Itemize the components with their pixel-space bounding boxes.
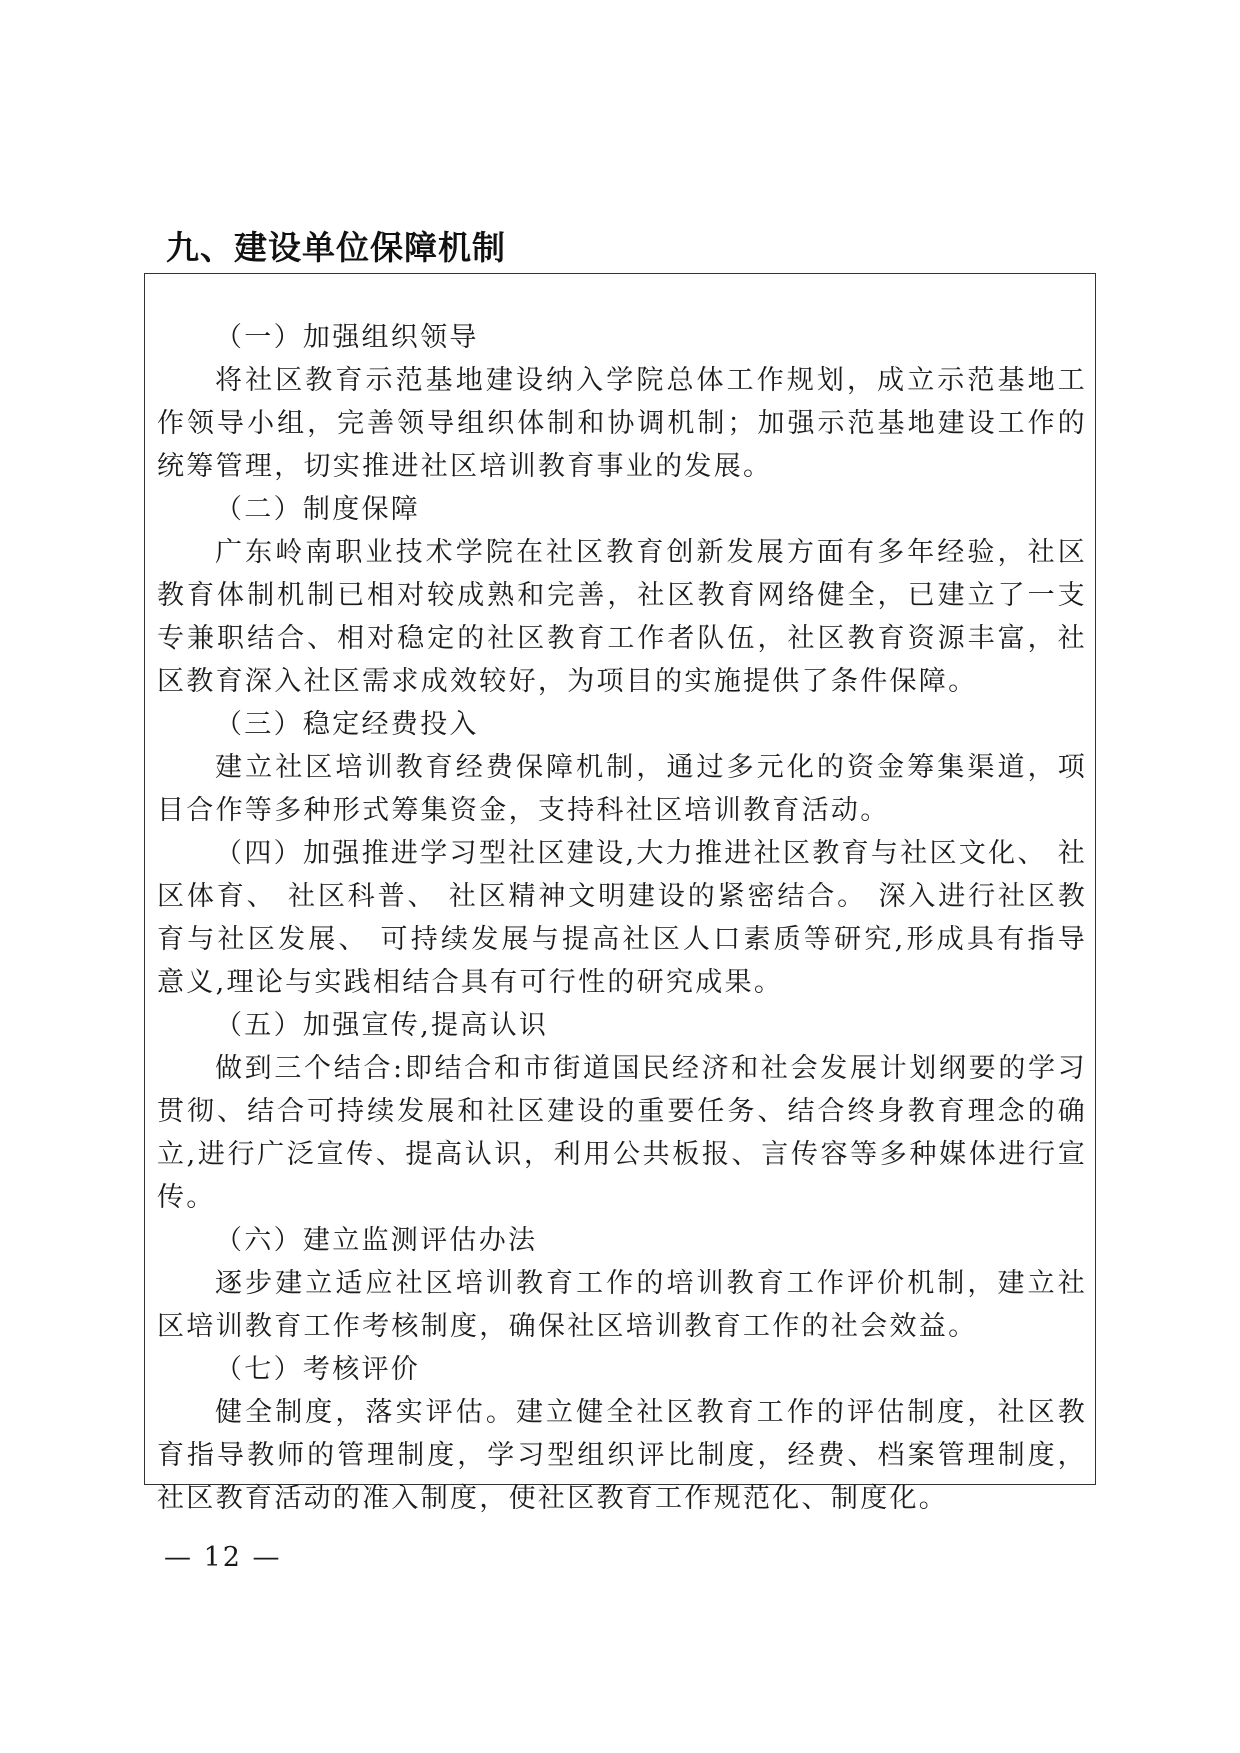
page-number: — 12 — [164,1542,282,1573]
paragraph-funding: 建立社区培训教育经费保障机制，通过多元化的资金筹集渠道，项目合作等多种形式筹集资金，支持科社区培训教育活动。 [157,752,1087,826]
paragraph-learning-community: （四）加强推进学习型社区建设,大力推进社区教育与社区文化、 社区体育、 社区科普、 社区精神文明建设的紧密结合。 深入进行社区教育与社区发展、 可持续发展与提高社区人口素质等研究,形成具有指导意义,理论与实践相结合具有可行性的研究成果。 [157,838,1087,998]
paragraph-system: 广东岭南职业技术学院在社区教育创新发展方面有多年经验，社区教育体制机制已相对较成熟和完善，社区教育网络健全，已建立了一支专兼职结合、相对稳定的社区教育工作者队伍，社区教育资源丰富，社区教育深入社区需求成效较好，为项目的实施提供了条件保障。 [157,537,1087,697]
content-body [157,316,1087,1520]
heading-organization: （一）加强组织领导 [215,322,479,353]
heading-monitoring: （六）建立监测评估办法 [215,1225,538,1256]
paragraph-evaluation: 健全制度，落实评估。建立健全社区教育工作的评估制度，社区教育指导教师的管理制度，学习型组织评比制度，经费、档案管理制度，社区教育活动的准入制度，使社区教育工作规范化、制度化。 [157,1397,1087,1514]
heading-funding: （三）稳定经费投入 [215,709,479,740]
paragraph-monitoring: 逐步建立适应社区培训教育工作的培训教育工作评价机制，建立社区培训教育工作考核制度，确保社区培训教育工作的社会效益。 [157,1268,1087,1342]
heading-evaluation: （七）考核评价 [215,1354,421,1385]
section-title: 九、建设单位保障机制 [166,228,506,267]
paragraph-organization: 将社区教育示范基地建设纳入学院总体工作规划，成立示范基地工作领导小组，完善领导组织体制和协调机制；加强示范基地建设工作的统筹管理，切实推进社区培训教育事业的发展。 [157,365,1087,482]
paragraph-publicity: 做到三个结合:即结合和市街道国民经济和社会发展计划纲要的学习贯彻、结合可持续发展和社区建设的重要任务、结合终身教育理念的确立,进行广泛宣传、提高认识，利用公共板报、言传容等多种媒体进行宣传。 [157,1053,1087,1213]
heading-publicity: （五）加强宣传,提高认识 [215,1010,549,1041]
content-box [144,273,1096,1514]
heading-system: （二）制度保障 [215,494,421,525]
